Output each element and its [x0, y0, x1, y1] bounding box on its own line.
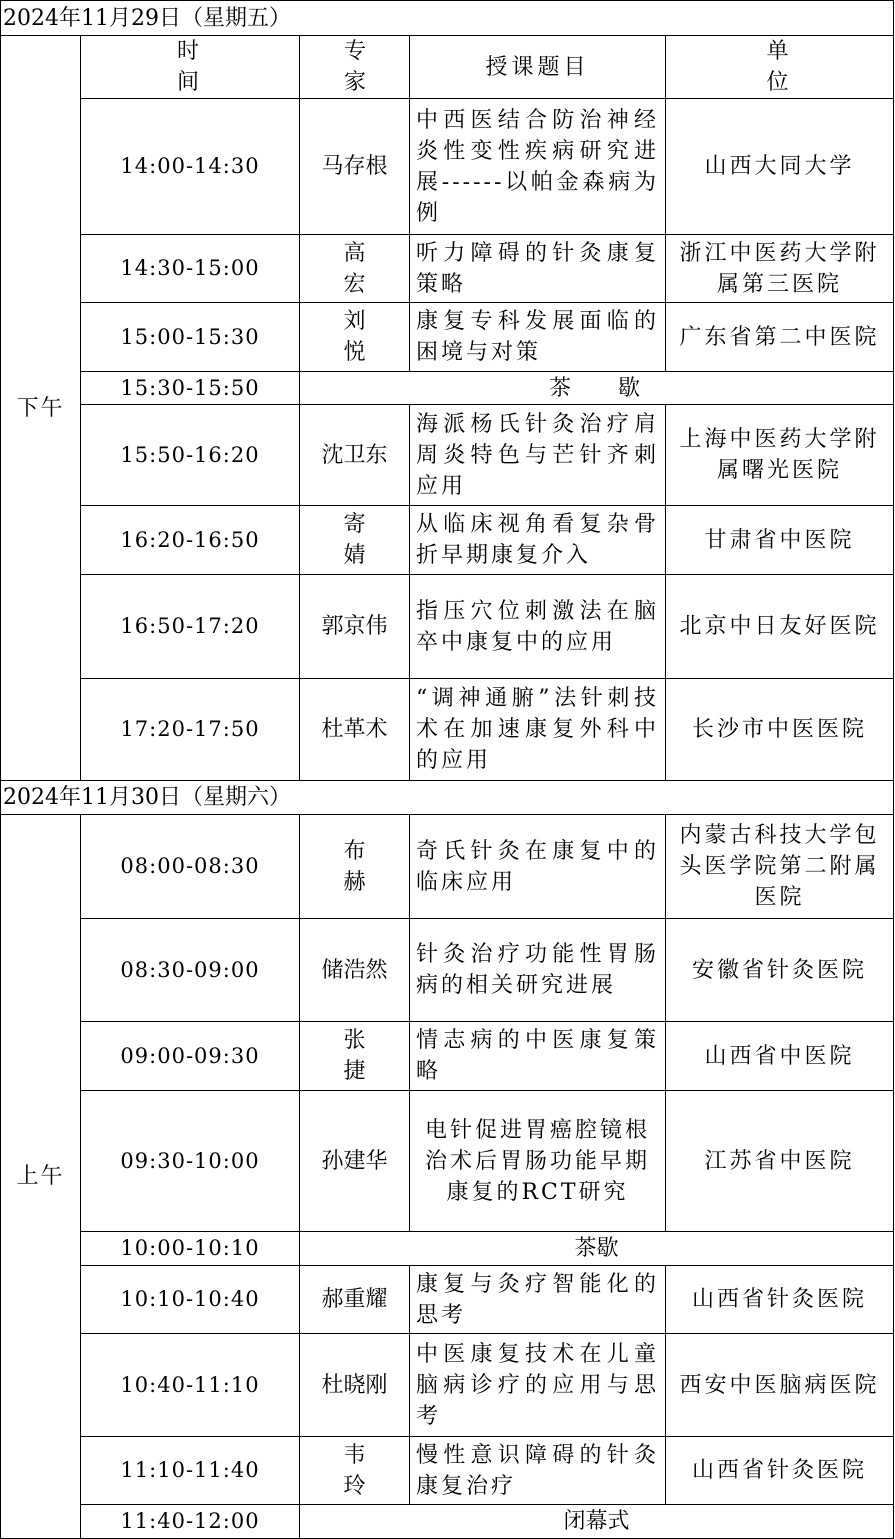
session-topic: 情志病的中医康复策略 [410, 1022, 666, 1091]
session-unit: 浙江中医药大学附属第三医院 [666, 235, 894, 303]
session-unit: 江苏省中医院 [666, 1091, 894, 1232]
session-topic: 指压穴位刺激法在脑卒中康复中的应用 [410, 575, 666, 679]
session-expert: 高 宏 [300, 235, 410, 303]
table-row [1, 303, 894, 372]
session-topic: 康复与灸疗智能化的思考 [410, 1266, 666, 1334]
table-row [1, 919, 894, 1022]
session-time: 09:30-10:00 [81, 1091, 300, 1232]
session-topic: 听力障碍的针灸康复策略 [410, 235, 666, 303]
table-row [1, 99, 894, 235]
table-row [1, 372, 894, 405]
table-row [1, 1505, 894, 1539]
day-1-date: 2024年11月29日（星期五） [1, 1, 894, 36]
session-expert: 寄 婧 [300, 506, 410, 575]
session-expert: 储浩然 [300, 919, 410, 1022]
session-expert: 郭京伟 [300, 575, 410, 679]
session-topic: 电针促进胃癌腔镜根治术后胃肠功能早期康复的RCT研究 [410, 1091, 666, 1232]
table-row [1, 1266, 894, 1334]
break-time: 10:00-10:10 [81, 1232, 300, 1266]
session-time: 10:40-11:10 [81, 1334, 300, 1437]
session-time: 14:00-14:30 [81, 99, 300, 235]
day-2-period: 上午 [1, 815, 81, 1539]
session-expert: 孙建华 [300, 1091, 410, 1232]
session-topic: 中医康复技术在儿童脑病诊疗的应用与思考 [410, 1334, 666, 1437]
closing-time: 11:40-12:00 [81, 1505, 300, 1539]
table-row [1, 405, 894, 506]
day-2-date: 2024年11月30日（星期六） [1, 781, 894, 815]
session-time: 17:20-17:50 [81, 679, 300, 781]
table-row [1, 815, 894, 919]
session-unit: 西安中医脑病医院 [666, 1334, 894, 1437]
session-time: 16:20-16:50 [81, 506, 300, 575]
session-unit: 上海中医药大学附属曙光医院 [666, 405, 894, 506]
session-unit: 北京中日友好医院 [666, 575, 894, 679]
session-expert: 布 赫 [300, 815, 410, 919]
session-unit: 长沙市中医医院 [666, 679, 894, 781]
header-expert: 专 家 [300, 36, 410, 99]
session-time: 08:30-09:00 [81, 919, 300, 1022]
tea-break: 茶 歇 [300, 372, 894, 405]
day-1-period: 下午 [1, 36, 81, 781]
session-topic: 奇氏针灸在康复中的临床应用 [410, 815, 666, 919]
session-unit: 山西大同大学 [666, 99, 894, 235]
session-expert: 杜革术 [300, 679, 410, 781]
session-topic: “调神通腑”法针刺技术在加速康复外科中的应用 [410, 679, 666, 781]
session-time: 11:10-11:40 [81, 1437, 300, 1505]
tea-break: 茶歇 [300, 1232, 894, 1266]
session-time: 08:00-08:30 [81, 815, 300, 919]
session-topic: 慢性意识障碍的针灸康复治疗 [410, 1437, 666, 1505]
session-unit: 甘肃省中医院 [666, 506, 894, 575]
session-expert: 韦 玲 [300, 1437, 410, 1505]
session-time: 15:00-15:30 [81, 303, 300, 372]
session-unit: 山西省针灸医院 [666, 1266, 894, 1334]
session-topic: 海派杨氏针灸治疗肩周炎特色与芒针齐刺应用 [410, 405, 666, 506]
session-unit: 安徽省针灸医院 [666, 919, 894, 1022]
session-time: 09:00-09:30 [81, 1022, 300, 1091]
closing-ceremony: 闭幕式 [300, 1505, 894, 1539]
session-expert: 刘 悦 [300, 303, 410, 372]
table-row [1, 575, 894, 679]
session-unit: 广东省第二中医院 [666, 303, 894, 372]
break-time: 15:30-15:50 [81, 372, 300, 405]
table-row [1, 235, 894, 303]
session-unit: 内蒙古科技大学包头医学院第二附属医院 [666, 815, 894, 919]
session-expert: 张 捷 [300, 1022, 410, 1091]
table-row [1, 1022, 894, 1091]
session-time: 10:10-10:40 [81, 1266, 300, 1334]
session-time: 14:30-15:00 [81, 235, 300, 303]
table-row [1, 1334, 894, 1437]
session-topic: 针灸治疗功能性胃肠病的相关研究进展 [410, 919, 666, 1022]
header-topic: 授课题目 [410, 36, 666, 99]
table-row [1, 1091, 894, 1232]
table-row [1, 679, 894, 781]
table-row [1, 1232, 894, 1266]
table-row [1, 506, 894, 575]
session-expert: 沈卫东 [300, 405, 410, 506]
session-expert: 马存根 [300, 99, 410, 235]
session-unit: 山西省中医院 [666, 1022, 894, 1091]
session-time: 16:50-17:20 [81, 575, 300, 679]
session-expert: 杜晓刚 [300, 1334, 410, 1437]
header-unit: 单 位 [666, 36, 894, 99]
session-topic: 中西医结合防治神经炎性变性疾病研究进展------以帕金森病为例 [410, 99, 666, 235]
session-unit: 山西省针灸医院 [666, 1437, 894, 1505]
session-expert: 郝重耀 [300, 1266, 410, 1334]
session-time: 15:50-16:20 [81, 405, 300, 506]
header-time: 时 间 [81, 36, 300, 99]
session-topic: 从临床视角看复杂骨折早期康复介入 [410, 506, 666, 575]
session-topic: 康复专科发展面临的困境与对策 [410, 303, 666, 372]
table-row [1, 1437, 894, 1505]
